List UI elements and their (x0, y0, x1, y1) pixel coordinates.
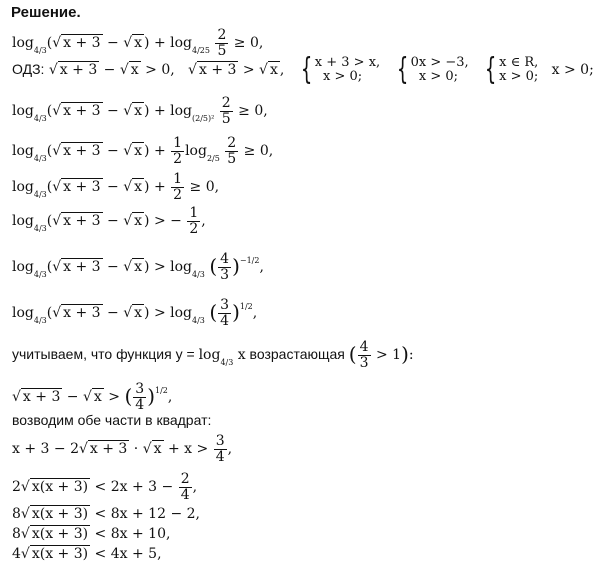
math-line-15: 8√ x(x + 3) < 8x + 10, (12, 526, 171, 542)
math-line-8: $\log_{4/3}(√$ x + 3 − √ x ) > $\log_{4/3}$ ( $\frac{3}{4}$ )$^{1/2}$, (12, 297, 258, 329)
math-line-14: 8√ x(x + 3) < 8x + 12 − 2, (12, 506, 200, 522)
note-increasing: учитываем, что функция $y = \log_{4/3} x$ возрастающая ( $\frac{4}{3}$ > 1): (12, 339, 414, 371)
math-line-12: x + 3 − 2√ x + 3 · √ x + x > $\frac{3}{4}$ , (12, 433, 233, 465)
math-line-13: 2√ x(x + 3) < 2x + 3 − $\frac{2}{4}$ , (12, 471, 198, 503)
math-line-5: $\log_{4/3}(√$ x + 3 − √ x ) + $\frac{1}{2}$ ≥ 0, (12, 171, 220, 203)
odz-line: ОДЗ: √ x + 3 − √ x > 0, √ x + 3 > √ x , { x + 3 > x, x > 0; { 0x > −3, x > 0; { x ∈ R, x > 0; x > 0; (12, 52, 594, 87)
note-square: возводим обе части в квадрат: (12, 412, 212, 428)
math-line-3: $\log_{4/3}(√$ x + 3 − √ x ) + $\log_{(2/5)^2}$ $\frac{2}{5}$ ≥ 0, (12, 95, 268, 127)
math-line-4: $\log_{4/3}(√$ x + 3 − √ x ) + $\frac{1}{2}$ $\log_{2/5}$ $\frac{2}{5}$ ≥ 0, (12, 135, 274, 167)
odz-label: ОДЗ: (12, 61, 45, 77)
math-line-6: $\log_{4/3}(√$ x + 3 − √ x ) > − $\frac{1}{2}$ , (12, 205, 206, 237)
math-line-1: $\log_{4/3}(√$ x + 3 − √ x ) + $\log_{4/25}$ $\frac{2}{5}$ ≥ 0, (12, 27, 264, 59)
math-line-7: $\log_{4/3}(√$ x + 3 − √ x ) > $\log_{4/3}$ ( $\frac{4}{3}$ )$^{-1/2}$, (12, 251, 264, 283)
solution-heading: Решение. (11, 4, 81, 21)
math-line-16: 4√ x(x + 3) < 4x + 5, (12, 546, 162, 562)
math-line-10: √ x + 3 − √ x > ( $\frac{3}{4}$ )$^{1/2}$, (12, 381, 173, 413)
